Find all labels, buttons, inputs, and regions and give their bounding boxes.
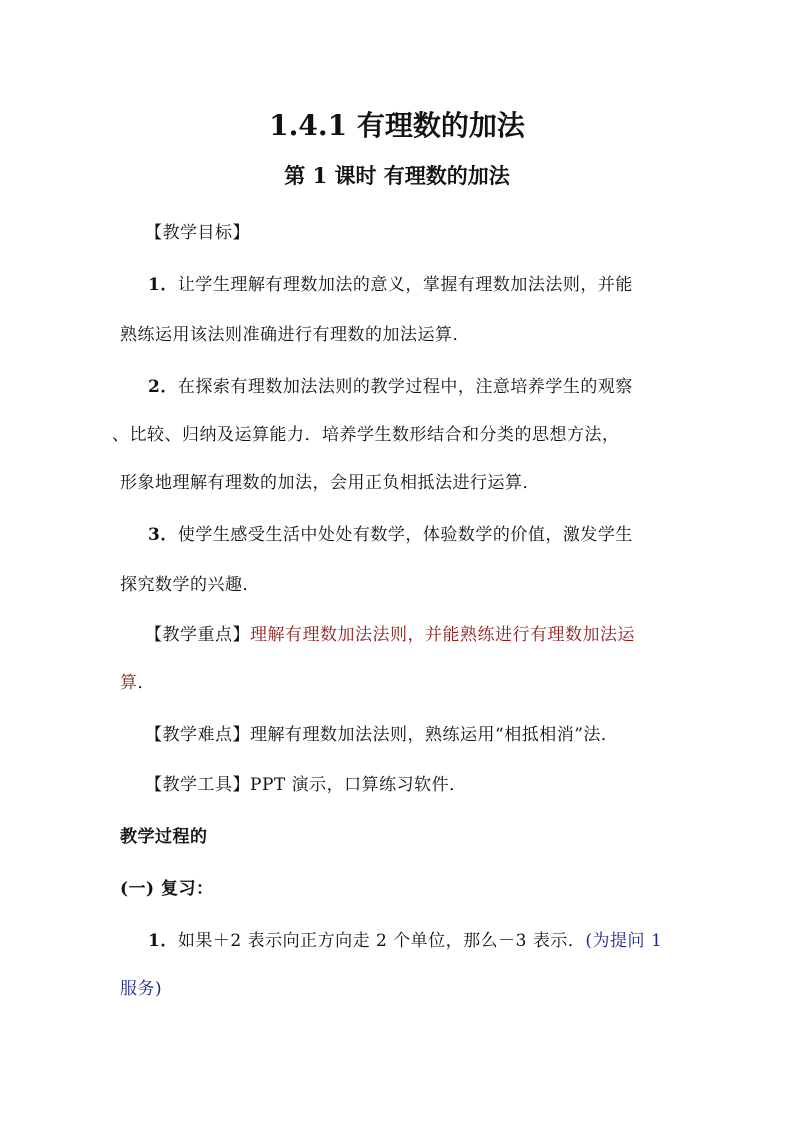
page-title: 1.4.1 有理数的加法 — [269, 109, 525, 142]
tools-line — [145, 770, 467, 795]
difficulty-label: 【教学难点】 — [145, 725, 250, 745]
lesson-subtitle: 第 1 课时 有理数的加法 — [284, 163, 510, 188]
difficulty-line — [145, 720, 618, 745]
objectives-heading: 【教学目标】 — [145, 223, 250, 243]
tools-text: PPT 演示，口算练习软件． — [250, 775, 467, 795]
objective-2-line-1 — [148, 372, 633, 397]
objective-3-line-1 — [148, 520, 633, 545]
key-point-line-2 — [120, 668, 155, 693]
objective-1-line-1 — [148, 270, 633, 295]
key-point-text-2: 算 — [120, 673, 138, 693]
review-item-1-number: 1． — [148, 931, 178, 951]
objective-2-line-2: 、比较、归纳及运算能力．培养学生数形结合和分类的思想方法， — [112, 425, 620, 445]
tools-label: 【教学工具】 — [145, 775, 250, 795]
objective-3-number: 3． — [148, 525, 178, 545]
review-item-1-text: 如果＋2 表示向正方向走 2 个单位，那么－3 表示． — [177, 931, 586, 951]
review-heading: (一) 复习： — [120, 879, 214, 899]
key-point-line-1 — [145, 620, 635, 645]
key-point-text-1: 理解有理数加法法则，并能熟练进行有理数加法运 — [250, 625, 635, 645]
objective-2-number: 2． — [148, 377, 178, 397]
review-item-1-note-1: (为提问 1 — [585, 931, 663, 951]
review-item-1-note-2: 服务) — [120, 979, 163, 999]
objective-2-text-1: 在探索有理数加法法则的教学过程中，注意培养学生的观察 — [177, 377, 633, 397]
objective-1-text-1: 让学生理解有理数加法的意义，掌握有理数加法法则，并能 — [177, 275, 633, 295]
key-point-end: ． — [137, 673, 155, 693]
difficulty-text: 理解有理数加法法则，熟练运用“相抵相消”法． — [250, 725, 619, 745]
review-item-1-line-1 — [148, 926, 662, 951]
objective-1-line-2: 熟练运用该法则准确进行有理数的加法运算． — [120, 325, 470, 345]
objective-3-text-1: 使学生感受生活中处处有数学，体验数学的价值，激发学生 — [177, 525, 633, 545]
key-point-label: 【教学重点】 — [145, 625, 250, 645]
objective-3-line-2: 探究数学的兴趣． — [120, 575, 260, 595]
objective-1-number: 1． — [148, 275, 178, 295]
objective-2-line-3: 形象地理解有理数的加法，会用正负相抵法进行运算． — [120, 473, 540, 493]
process-heading: 教学过程的 — [120, 827, 208, 847]
